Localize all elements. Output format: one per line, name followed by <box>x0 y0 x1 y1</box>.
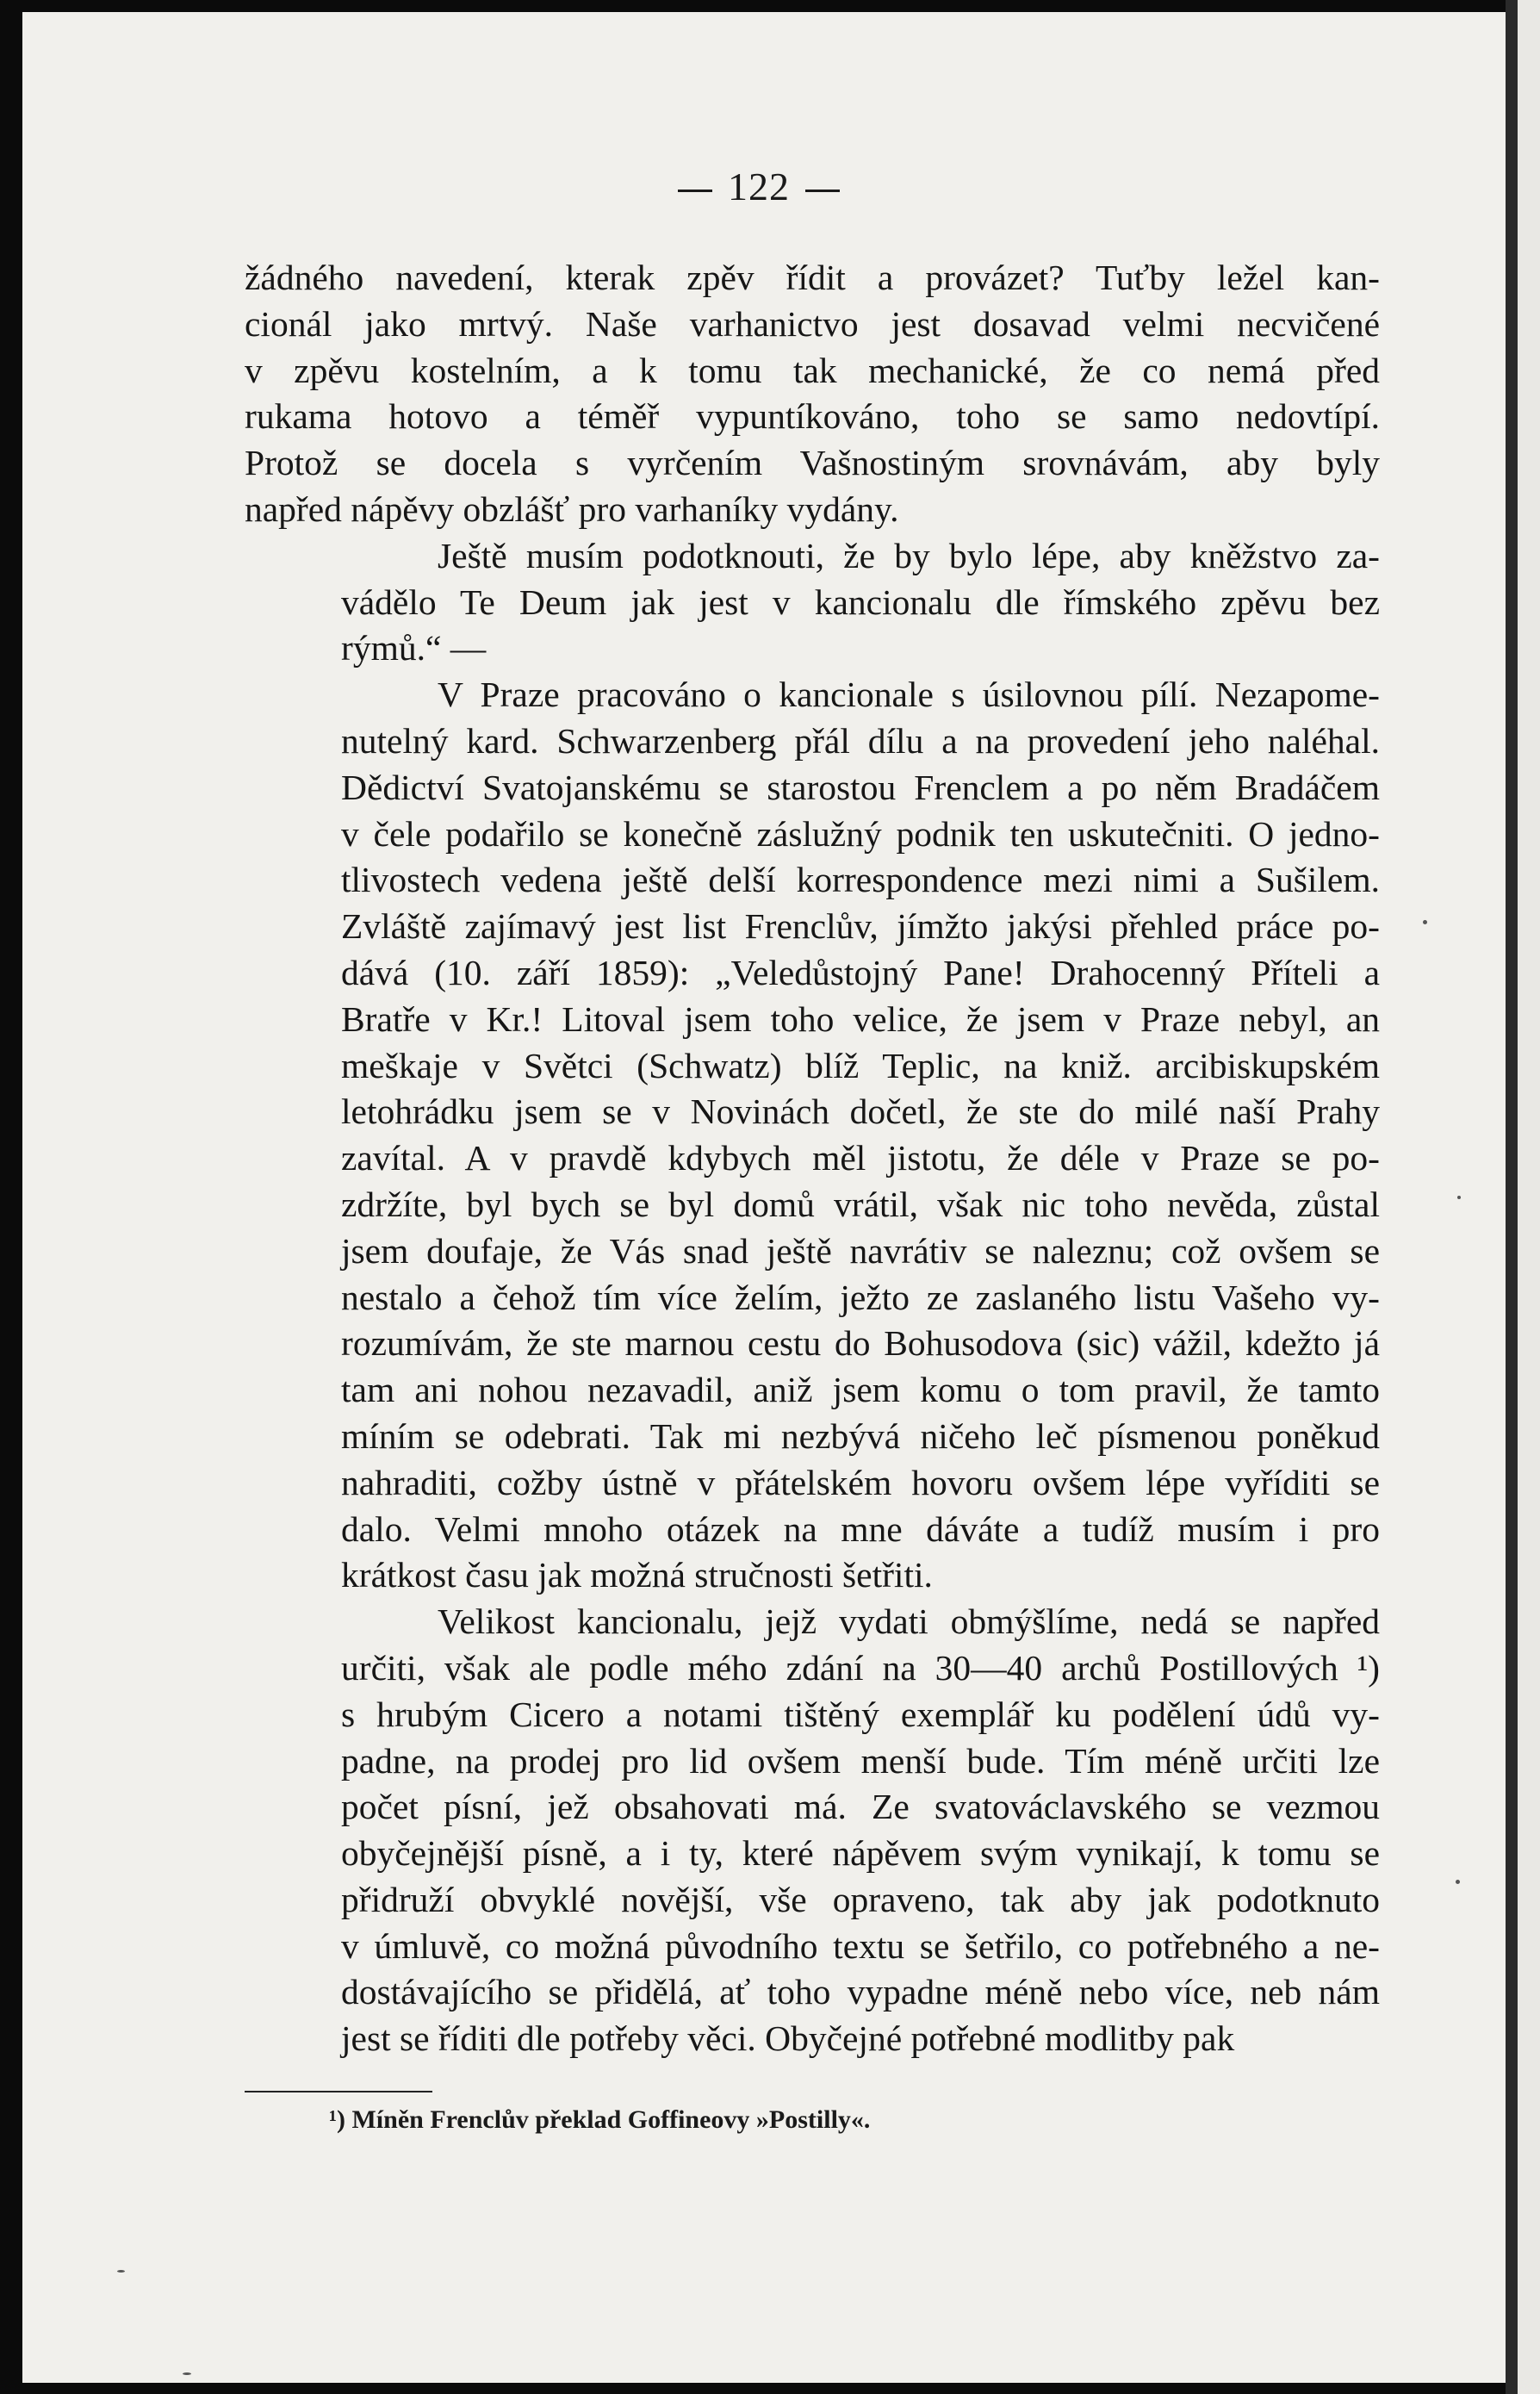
text-line: jsem doufaje, že Vás snad ještě navrátiv se naleznu; což ovšem se <box>341 1230 1380 1271</box>
footnote <box>329 2105 870 2135</box>
text-line: v zpěvu kostelním, a k tomu tak mechanické, že co nemá před <box>245 350 1380 390</box>
page-number-value: 122 <box>728 165 790 208</box>
text-line: jest se říditi dle potřeby věci. Obyčejné potřebné modlitby pak <box>341 2018 1235 2059</box>
text-line: vádělo Te Deum jak jest v kancionalu dle římského zpěvu bez <box>341 581 1380 622</box>
text-line: rozumívám, že ste marnou cestu do Bohusodova (sic) vážil, kdežto já <box>341 1323 1380 1364</box>
paper-speck <box>1423 920 1427 924</box>
text-line: cionál jako mrtvý. Naše varhanictvo jest dosavad velmi necvičené <box>245 303 1380 344</box>
paper-speck <box>183 2372 191 2375</box>
paragraph <box>245 533 1380 672</box>
paper-speck <box>1456 1880 1460 1884</box>
text-line: Zvláště zajímavý jest list Frenclův, jímžto jakýsi přehled práce po- <box>341 906 1380 947</box>
page-paper <box>22 12 1506 2383</box>
right-dash <box>805 190 840 192</box>
text-line: krátkost času jak možná stručnosti šetřiti. <box>341 1555 933 1595</box>
text-line: letohrádku jsem se v Novinách dočetl, že ste do milé naší Prahy <box>341 1091 1380 1132</box>
text-line: dostávajícího se přidělá, ať toho vypadne méně nebo více, neb nám <box>341 1972 1380 2012</box>
text-line: žádného navedení, kterak zpěv řídit a provázet? Tuťby ležel kan- <box>245 258 1380 297</box>
text-line: míním se odebrati. Tak mi nezbývá ničeho leč písmenou poněkud <box>341 1415 1380 1456</box>
paragraph <box>245 1599 1380 2062</box>
text-line: přidruží obvyklé novější, vše opraveno, tak aby jak podotknuto <box>341 1879 1380 1919</box>
paper-speck <box>1457 1196 1461 1199</box>
paper-speck <box>117 2270 125 2273</box>
text-line: s hrubým Cicero a notami tištěný exemplář ku podělení údů vy- <box>341 1694 1380 1734</box>
text-line: nahraditi, cožby ústně v přátelském hovoru ovšem lépe vyříditi se <box>341 1462 1380 1502</box>
text-line: nutelný kard. Schwarzenberg přál dílu a na provedení jeho naléhal. <box>341 720 1380 761</box>
text-line: padne, na prodej pro lid ovšem menší bude. Tím méně určiti lze <box>341 1740 1380 1781</box>
text-line: zdržíte, byl bych se byl domů vrátil, však nic toho nevěda, zůstal <box>341 1184 1380 1224</box>
text-line: dalo. Velmi mnoho otázek na mne dáváte a tudíž musím i pro <box>341 1508 1380 1549</box>
text-line: dává (10. září 1859): „Veledůstojný Pane! Drahocenný Příteli a <box>341 952 1380 992</box>
footnote-text: Míněn Frenclův překlad Goffineovy »Postilly«. <box>351 2105 871 2134</box>
left-dash <box>678 190 712 192</box>
body-text <box>245 255 1380 2062</box>
text-line: zavítal. A v pravdě kdybych měl jistotu, že déle v Praze se po- <box>341 1138 1380 1178</box>
footnote-marker: ¹) <box>329 2105 345 2134</box>
text-line: Dědictví Svatojanskému se starostou Frenclem a po něm Bradáčem <box>341 767 1380 807</box>
text-line: Velikost kancionalu, jejž vydati obmýšlíme, nedá se napřed <box>438 1601 1380 1642</box>
text-line: Bratře v Kr.! Litoval jsem toho velice, že jsem v Praze nebyl, an <box>341 998 1380 1039</box>
text-line: počet písní, jež obsahovati má. Ze svatováclavského se vezmou <box>341 1787 1380 1827</box>
text-line: meškaje v Světci (Schwatz) blíž Teplic, na kniž. arcibiskupském <box>341 1045 1380 1085</box>
text-line: obyčejnější písně, a i ty, které nápěvem svým vynikají, k tomu se <box>341 1833 1380 1874</box>
text-line: napřed nápěvy obzlášť pro varhaníky vydány. <box>245 488 899 529</box>
text-line: rýmů.“ — <box>341 628 487 668</box>
text-line: rukama hotovo a téměř vypuntíkováno, toho se samo nedovtípí. <box>245 396 1380 437</box>
text-line: V Praze pracováno o kancionale s úsilovnou pílí. Nezapome- <box>438 675 1380 715</box>
page-number <box>22 164 1495 209</box>
binding-shadow <box>1506 0 1518 2394</box>
text-line: nestalo a čehož tím více želím, ježto ze zaslaného listu Vašeho vy- <box>341 1277 1380 1317</box>
text-line: Protož se docela s vyrčením Vašnostiným srovnávám, aby byly <box>245 443 1380 483</box>
facing-page-edge <box>1518 0 1540 2394</box>
text-line: v čele podařilo se konečně záslužný podnik ten uskutečniti. O jedno- <box>341 813 1380 854</box>
text-line: Ještě musím podotknouti, že by bylo lépe, aby kněžstvo za- <box>438 535 1380 575</box>
text-line: tam ani nohou nezavadil, aniž jsem komu o tom pravil, že tamto <box>341 1370 1380 1410</box>
text-line: určiti, však ale podle mého zdání na 30—40 archů Postillových ¹) <box>341 1647 1380 1688</box>
paragraph <box>245 255 1380 533</box>
text-line: tlivostech vedena ještě delší korrespondence mezi nimi a Sušilem. <box>341 860 1380 900</box>
footnote-rule <box>245 2091 432 2092</box>
text-line: v úmluvě, co možná původního textu se šetřilo, co potřebného a ne- <box>341 1925 1380 1966</box>
paragraph <box>245 672 1380 1599</box>
